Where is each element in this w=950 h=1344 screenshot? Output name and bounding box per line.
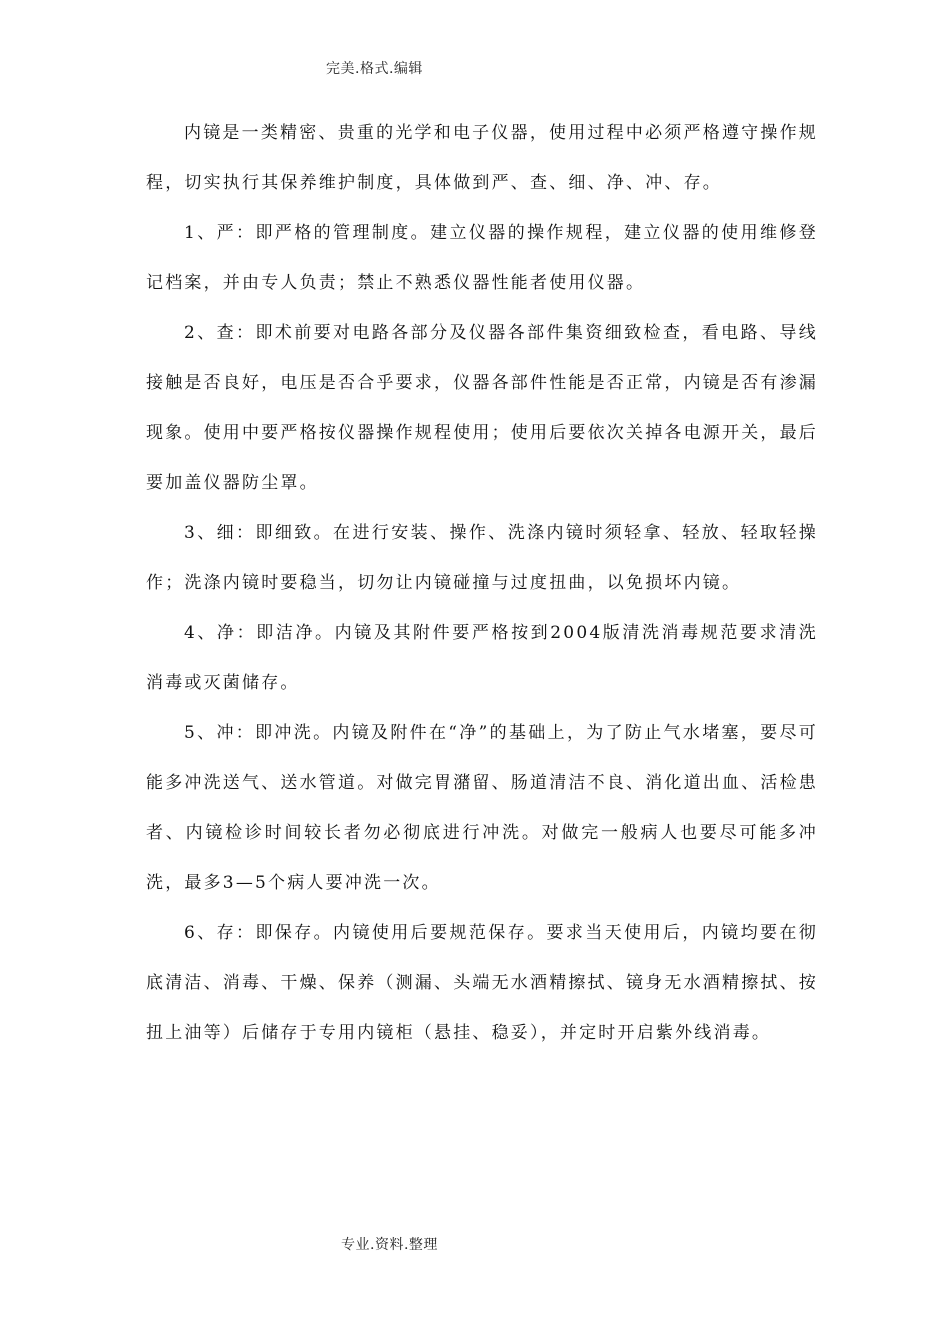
paragraph-careful: 3、细：即细致。在进行安装、操作、洗涤内镜时须轻拿、轻放、轻取轻操作；洗涤内镜时要稳当，切勿让内镜碰撞与过度扭曲，以免损坏内镜。 — [146, 523, 818, 593]
paragraph-clean: 4、净：即洁净。内镜及其附件要严格按到2004版清洗消毒规范要求清洗消毒或灭菌储存。 — [146, 623, 818, 693]
document-body — [146, 108, 818, 1058]
paragraph-strict: 1、严：即严格的管理制度。建立仪器的操作规程，建立仪器的使用维修登记档案，并由专人负责；禁止不熟悉仪器性能者使用仪器。 — [146, 223, 818, 293]
page-header: 完美.格式.编辑 — [326, 61, 423, 77]
page-footer: 专业.资料.整理 — [341, 1237, 438, 1253]
paragraph-check: 2、查：即术前要对电路各部分及仪器各部件集资细致检查，看电路、导线接触是否良好，电压是否合乎要求，仪器各部件性能是否正常，内镜是否有渗漏现象。使用中要严格按仪器操作规程使用；使用后要依次关掉各电源开关，最后要加盖仪器防尘罩。 — [146, 323, 818, 493]
paragraph-storage: 6、存：即保存。内镜使用后要规范保存。要求当天使用后，内镜均要在彻底清洁、消毒、干燥、保养（测漏、头端无水酒精擦拭、镜身无水酒精擦拭、按扭上油等）后储存于专用内镜柜（悬挂、稳妥），并定时开启紫外线消毒。 — [146, 923, 818, 1043]
paragraph-rinse: 5、冲：即冲洗。内镜及附件在“净”的基础上，为了防止气水堵塞，要尽可能多冲洗送气、送水管道。对做完胃潴留、肠道清洁不良、消化道出血、活检患者、内镜检诊时间较长者勿必彻底进行冲洗。对做完一般病人也要尽可能多冲洗，最多3—5个病人要冲洗一次。 — [146, 723, 818, 893]
intro-paragraph: 内镜是一类精密、贵重的光学和电子仪器，使用过程中必须严格遵守操作规程，切实执行其保养维护制度，具体做到严、查、细、净、冲、存。 — [146, 123, 818, 193]
